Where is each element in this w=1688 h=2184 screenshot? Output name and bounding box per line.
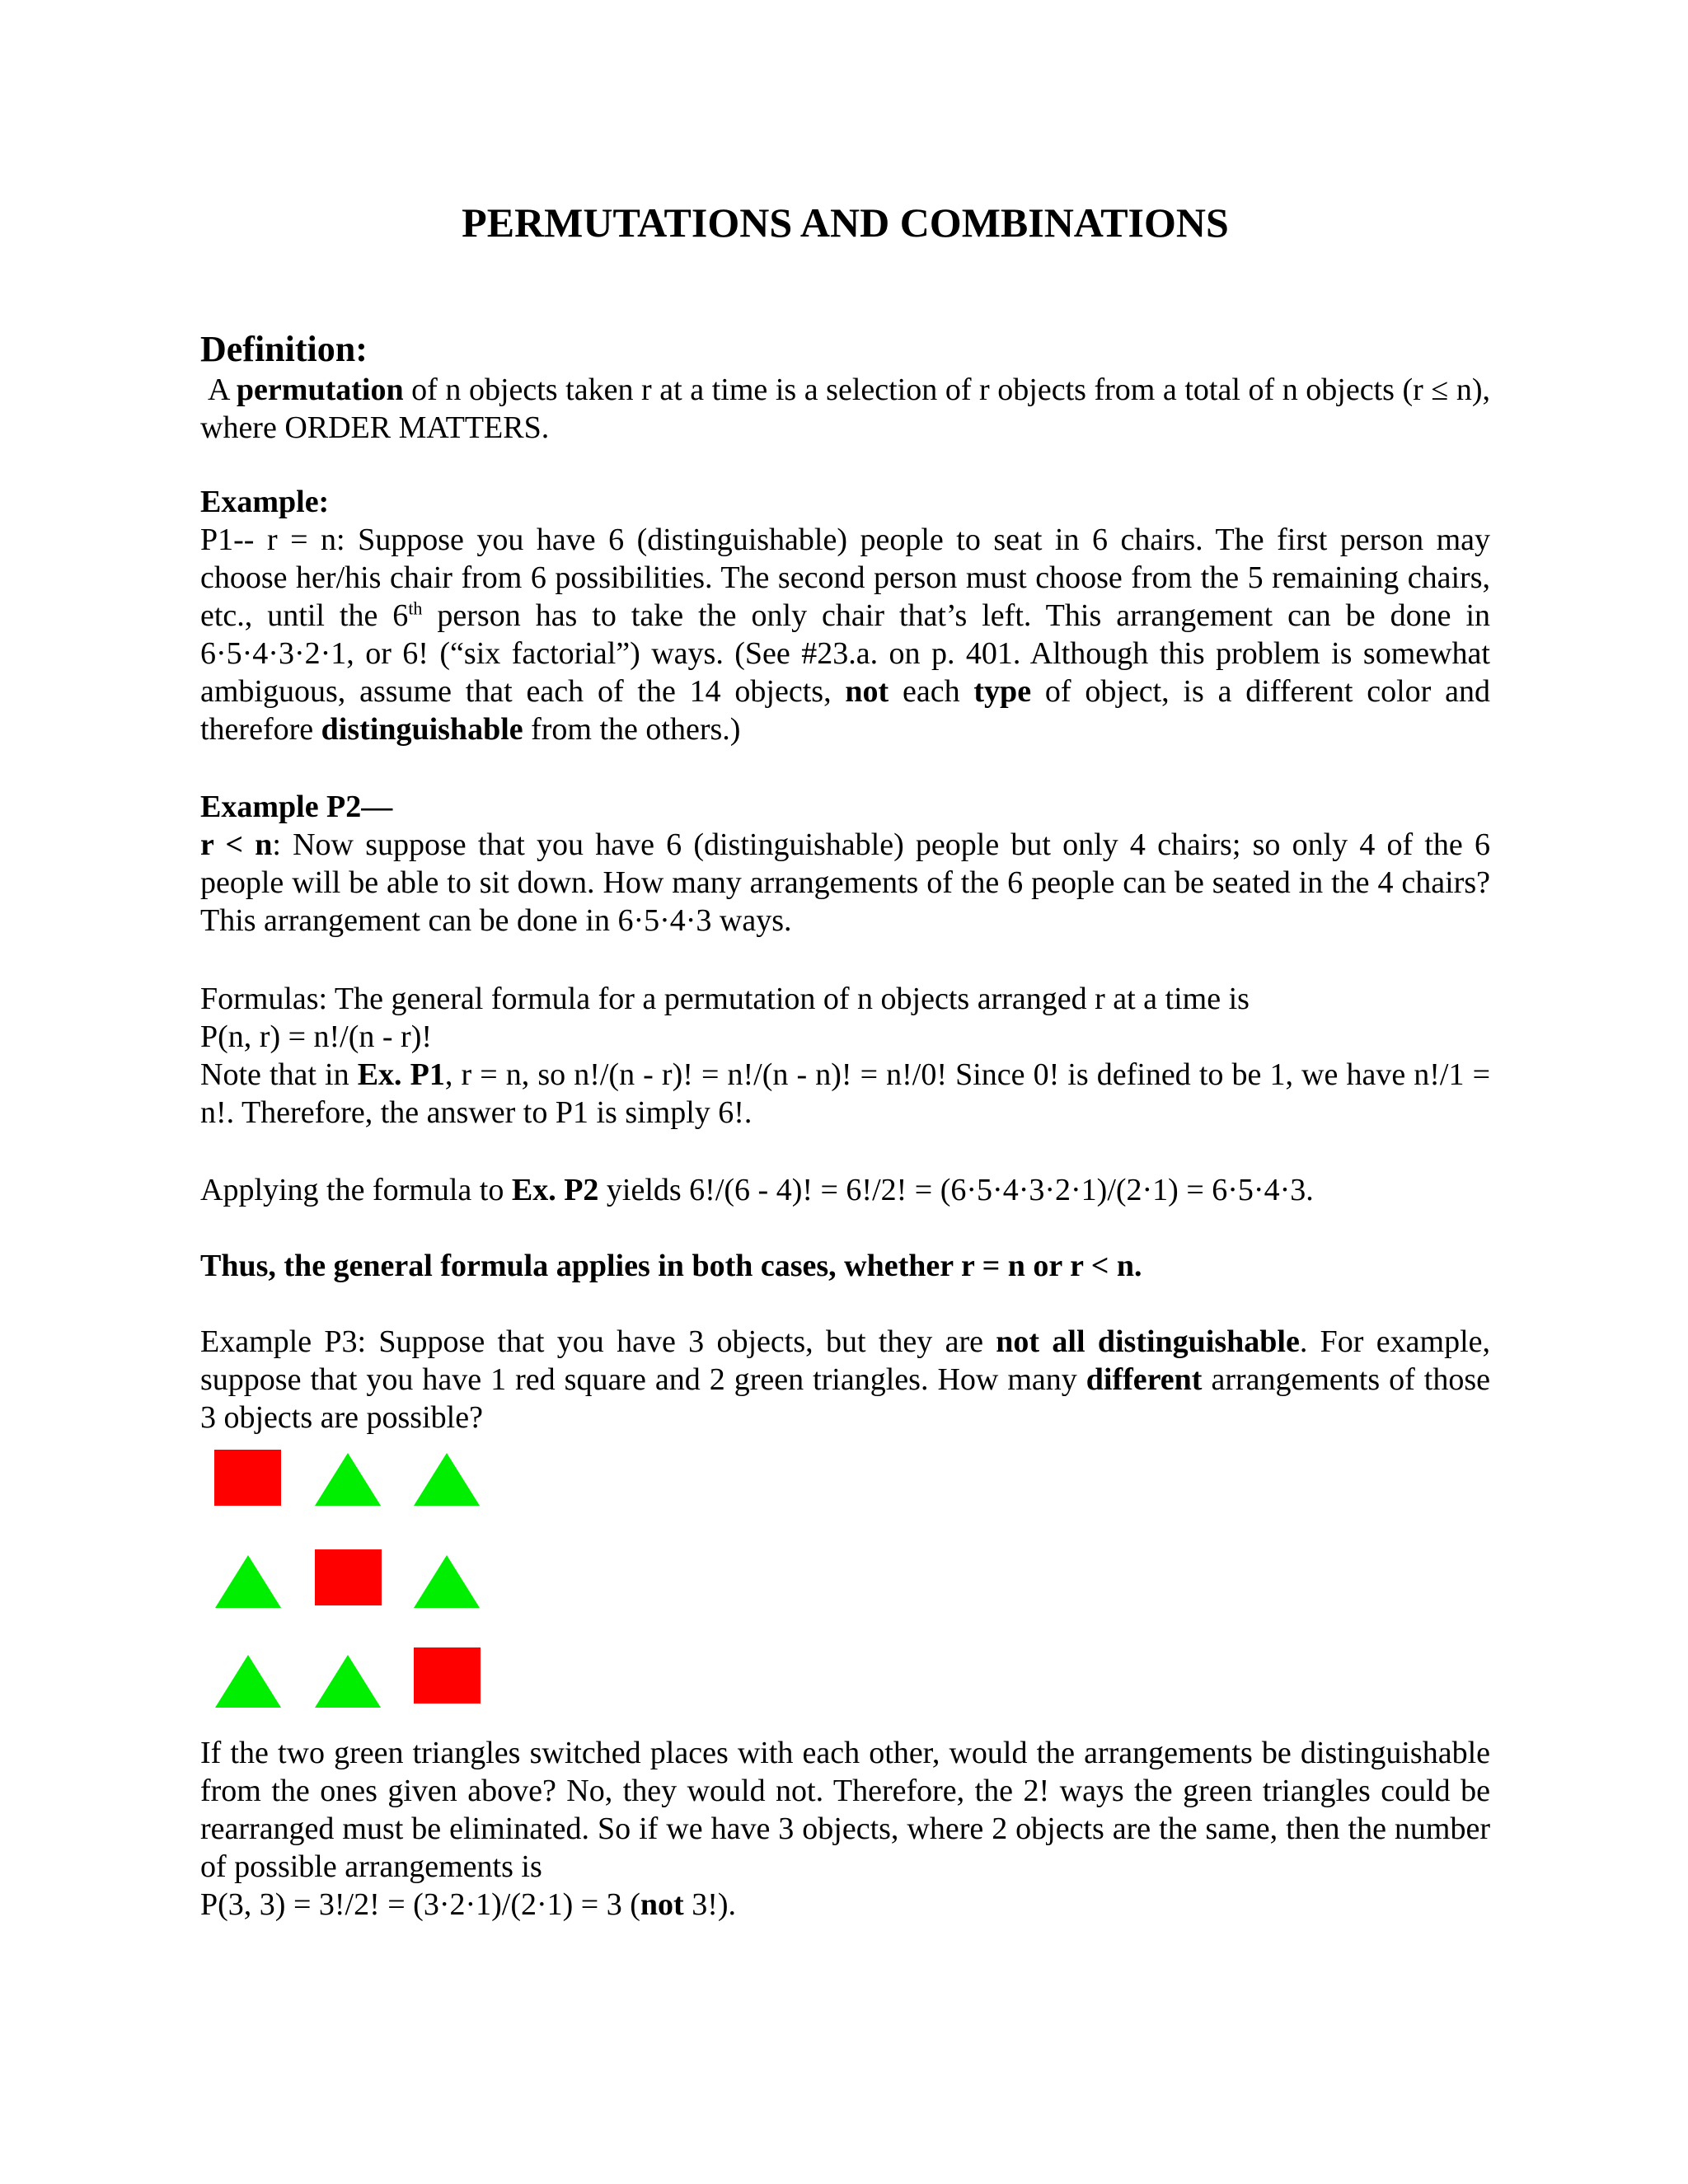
applying-paragraph: Applying the formula to Ex. P2 yields 6!/(6 - 4)! = 6!/2! = (6·5·4·3·2·1)/(2·1) = 6·5·4·3. — [200, 1173, 1314, 1207]
formulas-line: Formulas: The general formula for a permutation of n objects arranged r at a time is — [200, 982, 1250, 1016]
term-permutation: permutation — [236, 373, 404, 407]
example2-heading: Example P2— — [200, 790, 393, 824]
red-square-shape — [315, 1549, 382, 1605]
example1-paragraph: P1-- r = n: Suppose you have 6 (distinguishable) people to seat in 6 chairs. The first person may choose her/his chair from 6 possibilities. The second person must choose from the 5 remaining chairs, etc., until the 6th person has to take the only chair that’s left. This arrangement can be done in 6·5·4·3·2·1, or 6! (“six factorial”) ways. (See #23.a. on p. 401. Although this problem is somewhat ambiguous, assume that each of the 14 objects, not each type of object, is a different color and therefore distinguishable from the others.) — [200, 523, 1491, 747]
formula-pnr: P(n, r) = n!/(n - r)! — [200, 1019, 433, 1054]
formulas-note: Note that in Ex. P1, r = n, so n!/(n - r)! = n!/(n - n)! = n!/0! Since 0! is defined to be 1, we have n!/1 = n!. Therefore, the answer to P1 is simply 6!. — [200, 1057, 1491, 1130]
definition-heading: Definition: — [200, 329, 368, 369]
conclusion-section — [200, 1734, 1490, 1924]
example1-section — [200, 483, 1490, 748]
page-title: PERMUTATIONS AND COMBINATIONS — [462, 199, 1229, 246]
example2-section — [200, 788, 1490, 940]
conclusion-paragraph: If the two green triangles switched places with each other, would the arrangements be distinguishable from the ones given above? No, they would not. Therefore, the 2! ways the green triangles could be rearranged must be eliminated. So if we have 3 objects, where 2 objects are the same, then the number of possible arrangements is — [200, 1736, 1490, 1884]
green-triangle-shape — [315, 1453, 381, 1506]
green-triangle-shape — [215, 1655, 281, 1708]
definition-paragraph: A permutation of n objects taken r at a time is a selection of r objects from a total of n objects (r ≤ n), where ORDER MATTERS. — [200, 373, 1490, 445]
example2-paragraph: r < n: Now suppose that you have 6 (distinguishable) people but only 4 chairs; so only 4 of the 6 people will be able to sit down. How many arrangements of the 6 people can be seated in the 4 chairs? This arrangement can be done in 6·5·4·3 ways. — [200, 827, 1490, 938]
green-triangle-shape — [215, 1555, 281, 1608]
green-triangle-shape — [414, 1453, 480, 1506]
example3-paragraph: Example P3: Suppose that you have 3 objects, but they are not all distinguishable. For example, suppose that you have 1 red square and 2 green triangles. How many different arrangements of those 3 objects are possible? — [200, 1324, 1490, 1435]
green-triangle-shape — [414, 1555, 480, 1608]
formulas-section — [200, 980, 1490, 1132]
green-triangle-shape — [315, 1655, 381, 1708]
red-square-shape — [414, 1647, 481, 1704]
thus-statement: Thus, the general formula applies in both cases, whether r = n or r < n. — [200, 1249, 1142, 1283]
definition-section — [200, 328, 1490, 447]
arrangement-grid — [200, 1446, 497, 1718]
red-square-shape — [214, 1450, 281, 1506]
example1-heading: Example: — [200, 485, 330, 519]
conclusion-formula: P(3, 3) = 3!/2! = (3·2·1)/(2·1) = 3 (not 3!). — [200, 1887, 737, 1922]
